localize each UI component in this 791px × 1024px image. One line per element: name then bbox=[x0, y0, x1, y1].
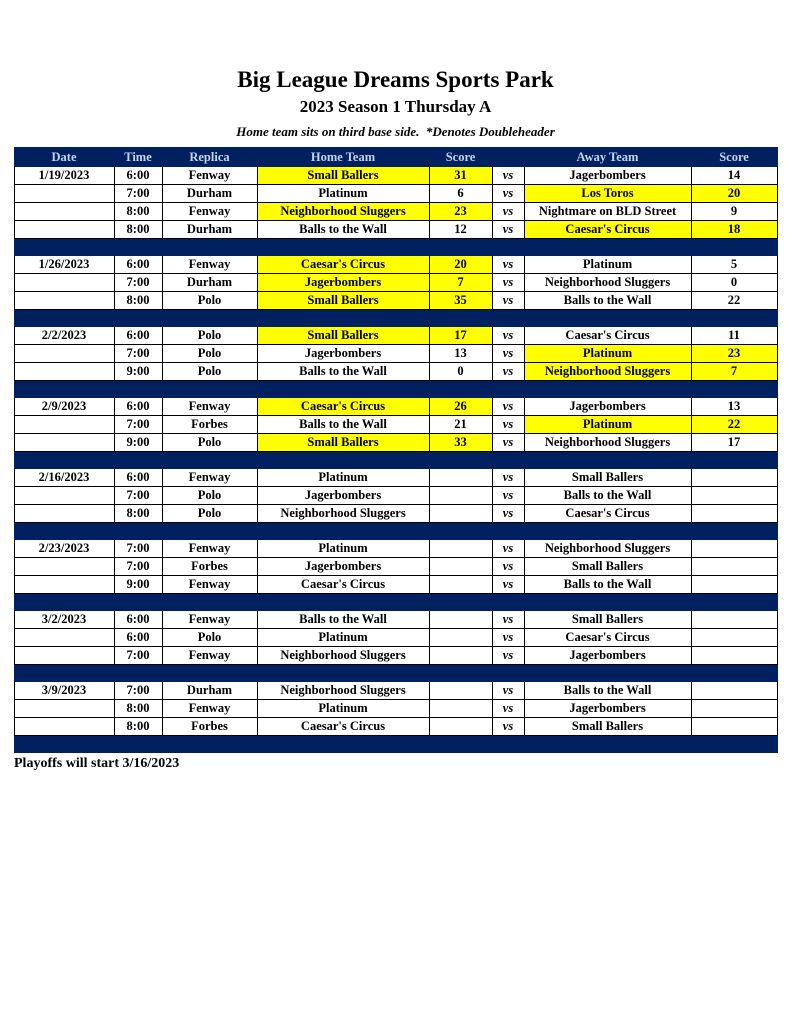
cell-away-score: 22 bbox=[691, 292, 777, 310]
vs-label: vs bbox=[492, 274, 524, 292]
cell-away-team: Platinum bbox=[524, 345, 691, 363]
game-row bbox=[14, 292, 777, 310]
cell-date bbox=[14, 434, 114, 452]
cell-replica: Polo bbox=[162, 327, 257, 345]
cell-away-score bbox=[691, 487, 777, 505]
cell-date bbox=[14, 558, 114, 576]
vs-label: vs bbox=[492, 558, 524, 576]
cell-replica: Durham bbox=[162, 221, 257, 239]
vs-label: vs bbox=[492, 221, 524, 239]
schedule-table bbox=[14, 147, 778, 753]
cell-away-team: Small Ballers bbox=[524, 718, 691, 736]
cell-replica: Polo bbox=[162, 363, 257, 381]
game-row bbox=[14, 487, 777, 505]
week-separator bbox=[14, 594, 777, 611]
vs-label: vs bbox=[492, 505, 524, 523]
cell-replica: Polo bbox=[162, 487, 257, 505]
cell-home-score bbox=[429, 487, 492, 505]
game-row bbox=[14, 398, 777, 416]
cell-away-team: Caesar's Circus bbox=[524, 505, 691, 523]
col-header-date: Date bbox=[14, 148, 114, 167]
cell-away-team: Jagerbombers bbox=[524, 398, 691, 416]
cell-away-score bbox=[691, 505, 777, 523]
cell-date: 3/9/2023 bbox=[14, 682, 114, 700]
cell-away-score bbox=[691, 647, 777, 665]
cell-home-score: 17 bbox=[429, 327, 492, 345]
cell-replica: Polo bbox=[162, 629, 257, 647]
cell-time: 7:00 bbox=[114, 647, 162, 665]
cell-replica: Polo bbox=[162, 505, 257, 523]
cell-away-score: 23 bbox=[691, 345, 777, 363]
game-row bbox=[14, 540, 777, 558]
cell-time: 7:00 bbox=[114, 682, 162, 700]
cell-date bbox=[14, 363, 114, 381]
cell-home-team: Small Ballers bbox=[257, 434, 429, 452]
schedule-body bbox=[14, 167, 777, 753]
vs-label: vs bbox=[492, 469, 524, 487]
cell-date bbox=[14, 647, 114, 665]
cell-away-score bbox=[691, 576, 777, 594]
game-row bbox=[14, 363, 777, 381]
cell-away-score bbox=[691, 718, 777, 736]
cell-away-score: 9 bbox=[691, 203, 777, 221]
cell-home-team: Jagerbombers bbox=[257, 274, 429, 292]
cell-replica: Fenway bbox=[162, 647, 257, 665]
cell-home-team: Platinum bbox=[257, 700, 429, 718]
cell-home-team: Neighborhood Sluggers bbox=[257, 682, 429, 700]
cell-time: 7:00 bbox=[114, 345, 162, 363]
cell-replica: Fenway bbox=[162, 398, 257, 416]
week-separator-bar bbox=[14, 381, 777, 398]
cell-replica: Fenway bbox=[162, 576, 257, 594]
game-row bbox=[14, 221, 777, 239]
cell-time: 8:00 bbox=[114, 203, 162, 221]
cell-date: 1/26/2023 bbox=[14, 256, 114, 274]
week-separator-bar bbox=[14, 736, 777, 753]
game-row bbox=[14, 469, 777, 487]
vs-label: vs bbox=[492, 611, 524, 629]
cell-away-score: 17 bbox=[691, 434, 777, 452]
game-row bbox=[14, 185, 777, 203]
cell-home-team: Small Ballers bbox=[257, 327, 429, 345]
col-header-home-team: Home Team bbox=[257, 148, 429, 167]
cell-home-score bbox=[429, 647, 492, 665]
col-header-time: Time bbox=[114, 148, 162, 167]
cell-date bbox=[14, 718, 114, 736]
cell-replica: Polo bbox=[162, 345, 257, 363]
game-row bbox=[14, 505, 777, 523]
cell-replica: Durham bbox=[162, 274, 257, 292]
col-header-home-score: Score bbox=[429, 148, 492, 167]
game-row bbox=[14, 167, 777, 185]
game-row bbox=[14, 576, 777, 594]
cell-time: 6:00 bbox=[114, 629, 162, 647]
game-row bbox=[14, 558, 777, 576]
cell-replica: Durham bbox=[162, 682, 257, 700]
cell-replica: Fenway bbox=[162, 540, 257, 558]
cell-time: 6:00 bbox=[114, 256, 162, 274]
cell-away-team: Small Ballers bbox=[524, 611, 691, 629]
game-row bbox=[14, 345, 777, 363]
vs-label: vs bbox=[492, 363, 524, 381]
cell-time: 8:00 bbox=[114, 718, 162, 736]
cell-replica: Fenway bbox=[162, 203, 257, 221]
cell-home-team: Balls to the Wall bbox=[257, 416, 429, 434]
week-separator bbox=[14, 665, 777, 682]
game-row bbox=[14, 203, 777, 221]
cell-home-score: 0 bbox=[429, 363, 492, 381]
cell-home-score: 20 bbox=[429, 256, 492, 274]
week-separator bbox=[14, 736, 777, 753]
cell-date bbox=[14, 416, 114, 434]
cell-time: 9:00 bbox=[114, 434, 162, 452]
cell-replica: Fenway bbox=[162, 611, 257, 629]
cell-time: 6:00 bbox=[114, 167, 162, 185]
cell-time: 6:00 bbox=[114, 327, 162, 345]
cell-home-score: 12 bbox=[429, 221, 492, 239]
cell-time: 8:00 bbox=[114, 505, 162, 523]
week-separator bbox=[14, 523, 777, 540]
cell-time: 7:00 bbox=[114, 274, 162, 292]
cell-date bbox=[14, 345, 114, 363]
cell-date: 1/19/2023 bbox=[14, 167, 114, 185]
cell-home-team: Jagerbombers bbox=[257, 558, 429, 576]
cell-date bbox=[14, 221, 114, 239]
vs-label: vs bbox=[492, 416, 524, 434]
cell-time: 9:00 bbox=[114, 363, 162, 381]
cell-away-score bbox=[691, 469, 777, 487]
cell-time: 7:00 bbox=[114, 416, 162, 434]
cell-away-team: Balls to the Wall bbox=[524, 576, 691, 594]
vs-label: vs bbox=[492, 700, 524, 718]
cell-home-score: 31 bbox=[429, 167, 492, 185]
vs-label: vs bbox=[492, 629, 524, 647]
week-separator bbox=[14, 452, 777, 469]
week-separator-bar bbox=[14, 310, 777, 327]
cell-home-score bbox=[429, 700, 492, 718]
week-separator-bar bbox=[14, 239, 777, 256]
cell-away-team: Nightmare on BLD Street bbox=[524, 203, 691, 221]
cell-away-team: Caesar's Circus bbox=[524, 327, 691, 345]
cell-home-score bbox=[429, 682, 492, 700]
col-header-replica: Replica bbox=[162, 148, 257, 167]
cell-away-score: 5 bbox=[691, 256, 777, 274]
cell-date: 3/2/2023 bbox=[14, 611, 114, 629]
cell-home-team: Platinum bbox=[257, 540, 429, 558]
cell-away-score: 7 bbox=[691, 363, 777, 381]
cell-away-team: Balls to the Wall bbox=[524, 292, 691, 310]
cell-date: 2/9/2023 bbox=[14, 398, 114, 416]
cell-away-score: 18 bbox=[691, 221, 777, 239]
vs-label: vs bbox=[492, 203, 524, 221]
vs-label: vs bbox=[492, 647, 524, 665]
cell-home-team: Balls to the Wall bbox=[257, 221, 429, 239]
cell-home-team: Platinum bbox=[257, 469, 429, 487]
cell-home-team: Neighborhood Sluggers bbox=[257, 505, 429, 523]
col-header-away-team: Away Team bbox=[524, 148, 691, 167]
vs-label: vs bbox=[492, 398, 524, 416]
cell-home-score: 21 bbox=[429, 416, 492, 434]
cell-away-score bbox=[691, 558, 777, 576]
cell-home-team: Platinum bbox=[257, 629, 429, 647]
cell-time: 6:00 bbox=[114, 469, 162, 487]
cell-home-score bbox=[429, 629, 492, 647]
vs-label: vs bbox=[492, 487, 524, 505]
game-row bbox=[14, 718, 777, 736]
table-header-row bbox=[14, 148, 777, 167]
cell-date bbox=[14, 274, 114, 292]
vs-label: vs bbox=[492, 185, 524, 203]
cell-home-team: Balls to the Wall bbox=[257, 611, 429, 629]
cell-date bbox=[14, 576, 114, 594]
cell-away-team: Balls to the Wall bbox=[524, 487, 691, 505]
cell-time: 7:00 bbox=[114, 540, 162, 558]
week-separator-bar bbox=[14, 523, 777, 540]
vs-label: vs bbox=[492, 256, 524, 274]
cell-home-score bbox=[429, 718, 492, 736]
cell-time: 8:00 bbox=[114, 700, 162, 718]
cell-replica: Polo bbox=[162, 434, 257, 452]
cell-home-team: Caesar's Circus bbox=[257, 256, 429, 274]
cell-away-team: Neighborhood Sluggers bbox=[524, 540, 691, 558]
game-row bbox=[14, 416, 777, 434]
week-separator bbox=[14, 239, 777, 256]
week-separator-bar bbox=[14, 665, 777, 682]
vs-label: vs bbox=[492, 682, 524, 700]
vs-label: vs bbox=[492, 327, 524, 345]
cell-home-score bbox=[429, 611, 492, 629]
col-header-vs bbox=[492, 148, 524, 167]
cell-away-score: 11 bbox=[691, 327, 777, 345]
cell-time: 8:00 bbox=[114, 221, 162, 239]
week-separator bbox=[14, 310, 777, 327]
cell-replica: Fenway bbox=[162, 700, 257, 718]
cell-home-score bbox=[429, 540, 492, 558]
season-subtitle: 2023 Season 1 Thursday A bbox=[299, 97, 492, 116]
game-row bbox=[14, 682, 777, 700]
game-row bbox=[14, 700, 777, 718]
cell-away-score: 22 bbox=[691, 416, 777, 434]
game-row bbox=[14, 274, 777, 292]
cell-home-team: Jagerbombers bbox=[257, 487, 429, 505]
cell-away-score: 13 bbox=[691, 398, 777, 416]
cell-away-team: Small Ballers bbox=[524, 558, 691, 576]
home-team-note: Home team sits on third base side. *Denotes Doubleheader bbox=[236, 124, 555, 139]
cell-home-score: 35 bbox=[429, 292, 492, 310]
cell-replica: Polo bbox=[162, 292, 257, 310]
cell-away-team: Los Toros bbox=[524, 185, 691, 203]
game-row bbox=[14, 647, 777, 665]
cell-away-score bbox=[691, 682, 777, 700]
cell-date bbox=[14, 292, 114, 310]
cell-time: 9:00 bbox=[114, 576, 162, 594]
cell-home-score: 33 bbox=[429, 434, 492, 452]
week-separator-bar bbox=[14, 594, 777, 611]
game-row bbox=[14, 327, 777, 345]
cell-away-team: Caesar's Circus bbox=[524, 221, 691, 239]
cell-replica: Forbes bbox=[162, 718, 257, 736]
cell-home-score bbox=[429, 469, 492, 487]
week-separator bbox=[14, 381, 777, 398]
cell-away-score bbox=[691, 540, 777, 558]
cell-date bbox=[14, 700, 114, 718]
cell-date: 2/16/2023 bbox=[14, 469, 114, 487]
vs-label: vs bbox=[492, 292, 524, 310]
vs-label: vs bbox=[492, 540, 524, 558]
cell-home-score bbox=[429, 576, 492, 594]
cell-away-team: Neighborhood Sluggers bbox=[524, 274, 691, 292]
cell-time: 8:00 bbox=[114, 292, 162, 310]
cell-time: 6:00 bbox=[114, 611, 162, 629]
cell-replica: Fenway bbox=[162, 469, 257, 487]
cell-time: 7:00 bbox=[114, 185, 162, 203]
cell-away-score bbox=[691, 629, 777, 647]
cell-away-team: Neighborhood Sluggers bbox=[524, 434, 691, 452]
cell-home-team: Small Ballers bbox=[257, 292, 429, 310]
cell-away-team: Platinum bbox=[524, 416, 691, 434]
cell-date bbox=[14, 487, 114, 505]
cell-away-team: Jagerbombers bbox=[524, 647, 691, 665]
cell-replica: Fenway bbox=[162, 256, 257, 274]
cell-home-score: 7 bbox=[429, 274, 492, 292]
page-title: Big League Dreams Sports Park bbox=[237, 67, 554, 92]
cell-away-team: Caesar's Circus bbox=[524, 629, 691, 647]
cell-time: 7:00 bbox=[114, 558, 162, 576]
cell-replica: Forbes bbox=[162, 416, 257, 434]
cell-home-team: Jagerbombers bbox=[257, 345, 429, 363]
cell-home-team: Balls to the Wall bbox=[257, 363, 429, 381]
col-header-away-score: Score bbox=[691, 148, 777, 167]
vs-label: vs bbox=[492, 167, 524, 185]
playoffs-note: Playoffs will start 3/16/2023 bbox=[14, 756, 180, 771]
cell-away-team: Jagerbombers bbox=[524, 167, 691, 185]
cell-away-score: 0 bbox=[691, 274, 777, 292]
cell-home-score: 23 bbox=[429, 203, 492, 221]
cell-away-team: Jagerbombers bbox=[524, 700, 691, 718]
vs-label: vs bbox=[492, 345, 524, 363]
week-separator-bar bbox=[14, 452, 777, 469]
cell-away-team: Platinum bbox=[524, 256, 691, 274]
cell-date bbox=[14, 185, 114, 203]
cell-away-score: 20 bbox=[691, 185, 777, 203]
cell-home-score bbox=[429, 505, 492, 523]
vs-label: vs bbox=[492, 434, 524, 452]
cell-home-score: 13 bbox=[429, 345, 492, 363]
cell-date bbox=[14, 505, 114, 523]
cell-replica: Fenway bbox=[162, 167, 257, 185]
vs-label: vs bbox=[492, 576, 524, 594]
cell-home-team: Caesar's Circus bbox=[257, 718, 429, 736]
cell-home-team: Platinum bbox=[257, 185, 429, 203]
cell-away-team: Small Ballers bbox=[524, 469, 691, 487]
cell-home-score: 26 bbox=[429, 398, 492, 416]
cell-replica: Forbes bbox=[162, 558, 257, 576]
cell-time: 7:00 bbox=[114, 487, 162, 505]
game-row bbox=[14, 256, 777, 274]
game-row bbox=[14, 611, 777, 629]
cell-home-score bbox=[429, 558, 492, 576]
cell-away-team: Balls to the Wall bbox=[524, 682, 691, 700]
cell-home-team: Neighborhood Sluggers bbox=[257, 647, 429, 665]
cell-home-team: Neighborhood Sluggers bbox=[257, 203, 429, 221]
cell-home-team: Caesar's Circus bbox=[257, 576, 429, 594]
cell-date bbox=[14, 629, 114, 647]
cell-away-score bbox=[691, 611, 777, 629]
cell-date bbox=[14, 203, 114, 221]
cell-home-team: Small Ballers bbox=[257, 167, 429, 185]
cell-away-team: Neighborhood Sluggers bbox=[524, 363, 691, 381]
cell-away-score bbox=[691, 700, 777, 718]
cell-time: 6:00 bbox=[114, 398, 162, 416]
cell-home-team: Caesar's Circus bbox=[257, 398, 429, 416]
cell-home-score: 6 bbox=[429, 185, 492, 203]
game-row bbox=[14, 434, 777, 452]
game-row bbox=[14, 629, 777, 647]
cell-date: 2/2/2023 bbox=[14, 327, 114, 345]
cell-replica: Durham bbox=[162, 185, 257, 203]
cell-date: 2/23/2023 bbox=[14, 540, 114, 558]
vs-label: vs bbox=[492, 718, 524, 736]
cell-away-score: 14 bbox=[691, 167, 777, 185]
